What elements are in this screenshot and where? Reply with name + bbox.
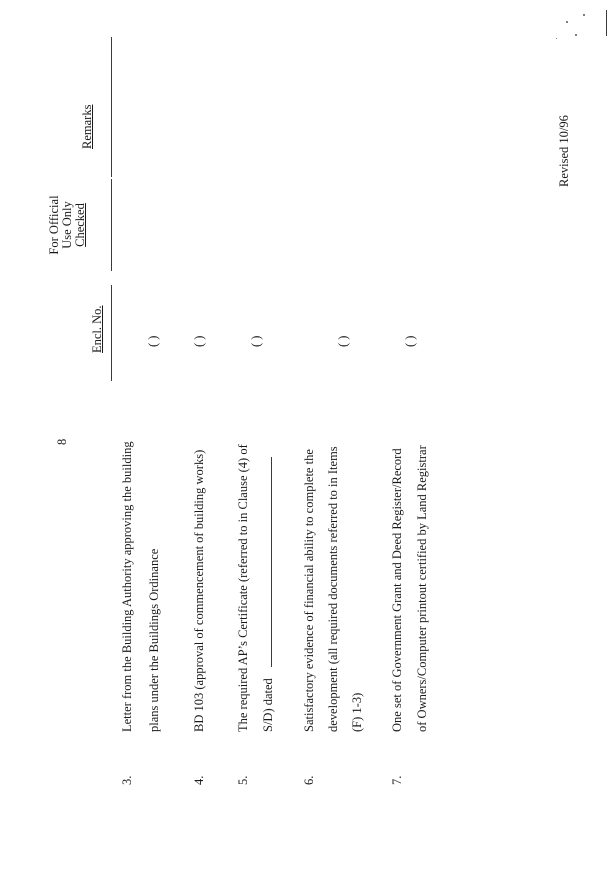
item-3-line-1: Letter from the Building Authority approving the building: [120, 441, 134, 732]
item-7-number: 7.: [390, 775, 404, 785]
item-6-encl-bracket: ( ): [336, 335, 350, 347]
item-6-line-1: Satisfactory evidence of financial ability to complete the: [302, 449, 316, 732]
item-3-encl-bracket: ( ): [146, 335, 160, 347]
checked-column-rule: [111, 179, 112, 271]
scan-speck: [566, 21, 568, 23]
scan-speck: [575, 34, 577, 36]
page-number: 8: [55, 438, 69, 445]
header-official-use: [48, 185, 87, 265]
header-encl-no: Encl. No.: [90, 305, 104, 353]
item-5-line-2: S/D) dated: [261, 678, 275, 732]
revision-footer: Revised 10/96: [557, 115, 571, 187]
item-7-line-1: One set of Government Grant and Deed Register/Record: [390, 448, 404, 732]
item-3-number: 3.: [120, 775, 134, 785]
item-5-number: 5.: [236, 775, 250, 785]
item-4-line-1: BD 103 (approval of commencement of building works): [192, 449, 206, 732]
item-5-encl-bracket: ( ): [249, 335, 263, 347]
scan-edge-mark: [606, 10, 607, 36]
remarks-column-rule: [111, 37, 112, 177]
item-6-number: 6.: [302, 775, 316, 785]
encl-column-rule: [111, 285, 112, 381]
item-7-line-2: of Owners/Computer printout certified by Land Registrar: [415, 445, 429, 732]
item-5-line-1: The required AP’s Certificate (referred to in Clause (4) of: [236, 444, 250, 732]
item-6-line-2: development (all required documents referred to in Items: [326, 446, 340, 732]
header-official-line-3: Checked: [73, 203, 87, 247]
item-4-number: 4.: [192, 775, 206, 785]
header-remarks: Remarks: [80, 104, 94, 149]
header-official-line-2: Use Only: [60, 201, 74, 249]
item-4-encl-bracket: ( ): [192, 335, 206, 347]
item-5-date-blank: [271, 457, 272, 667]
item-7-encl-bracket: ( ): [403, 335, 417, 347]
item-3-line-2: plans under the Buildings Ordinance: [147, 548, 161, 732]
scan-speck: [583, 14, 585, 16]
header-official-line-1: For Official: [47, 195, 61, 255]
item-6-line-3: (F) 1-3): [350, 692, 364, 732]
scan-speck: [556, 38, 557, 39]
